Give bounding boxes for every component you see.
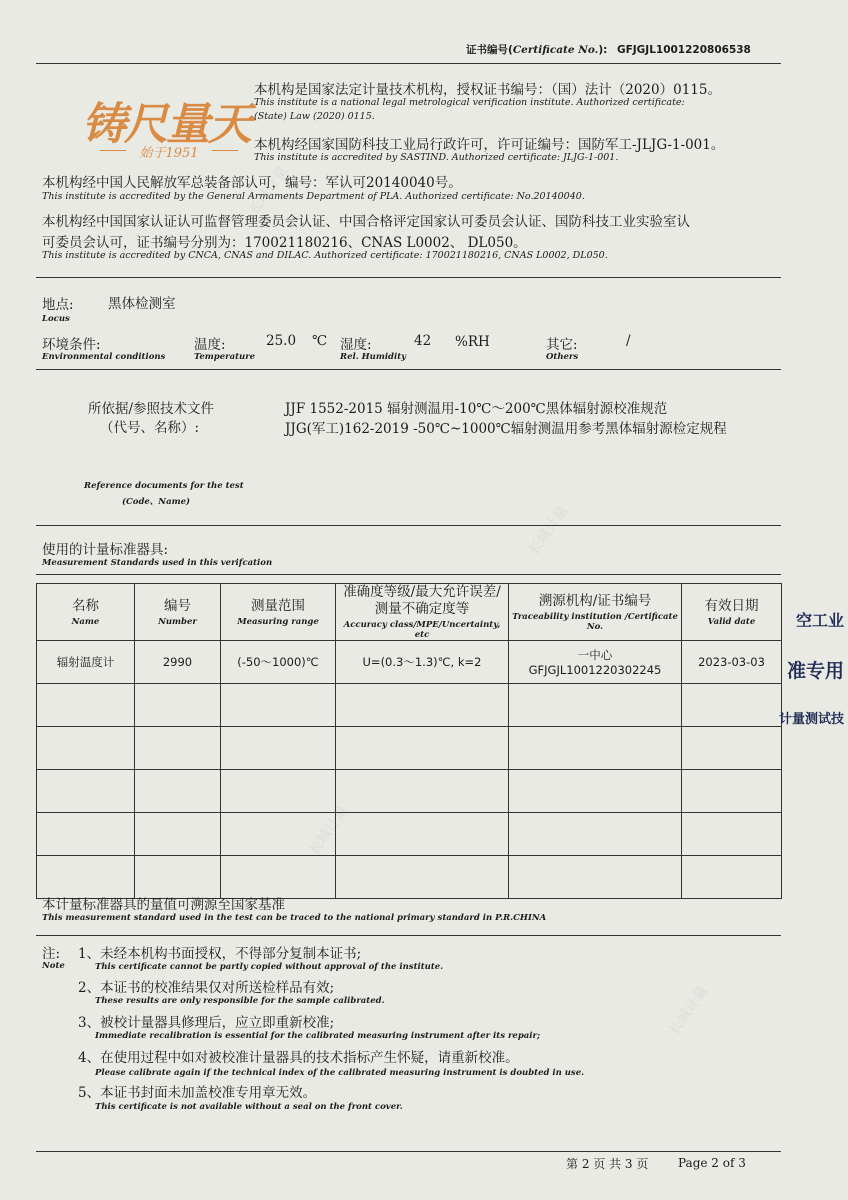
intro-line2-zh: 本机构经国家国防科技工业局行政许可，许可证编号：国防军工-JLJG-1-001。 — [254, 137, 725, 153]
table-row — [37, 770, 782, 813]
note-item-zh: 5、本证书封面未加盖校准专用章无效。 — [78, 1085, 317, 1101]
certificate-number-line — [466, 42, 751, 57]
reference-label-en-b: (Code、Name) — [122, 497, 191, 507]
env-divider — [36, 369, 781, 370]
others-label-en: Others — [546, 352, 579, 362]
watermark: 长城计量 — [246, 163, 292, 219]
header-number: 编号 Number — [135, 584, 221, 641]
note-item-en: Please calibrate again if the technical index of the calibrated measuring instrument is doubted in use. — [95, 1068, 585, 1078]
locus-label: 地点: — [42, 297, 74, 313]
note-item-en: This certificate cannot be partly copied without approval of the institute. — [95, 962, 444, 972]
standards-label-en: Measurement Standards used in this verifcation — [42, 558, 273, 568]
humidity-label: 湿度: — [340, 337, 372, 353]
standards-label: 使用的计量标准器具: — [42, 542, 169, 558]
certificate-number: GFJGJL1001220806538 — [616, 44, 751, 56]
reference-label-en-a: Reference documents for the test — [84, 481, 244, 491]
temp-unit: ℃ — [312, 333, 328, 349]
standards-divider — [36, 574, 781, 575]
intro-line1-en-a: This institute is a national legal metrological verification institute. Authorized certificate: — [254, 97, 685, 108]
humidity-unit: %RH — [455, 334, 490, 350]
header-valid-date: 有效日期 Valid date — [682, 584, 782, 641]
watermark: 长城计量 — [666, 983, 712, 1039]
cell-range: (-50～1000)℃ — [221, 641, 336, 684]
header-accuracy: 准确度等级/最大允许误差/测量不确定度等 Accuracy class/MPE/Uncertainty, etc — [336, 584, 509, 641]
header-traceability: 溯源机构/证书编号 Traceability institution /Certificate No. — [509, 584, 682, 641]
reference-doc-2: JJG(军工)162-2019 -50℃~1000℃辐射测温用参考黑体辐射源检定规程 — [285, 421, 727, 437]
certificate-label-en: Certificate No. — [512, 44, 599, 56]
logo-subtitle: 始于1951 — [139, 146, 199, 161]
temp-label: 温度: — [194, 337, 226, 353]
intro-line1-en-b: (State) Law (2020) 0115. — [254, 111, 375, 122]
table-row — [37, 813, 782, 856]
footer-divider — [36, 1151, 781, 1152]
cell-traceability: 一中心 GFJGJL1001220302245 — [509, 641, 682, 684]
watermark: 长城计量 — [526, 503, 572, 559]
logo: 铸尺量天 — [82, 99, 250, 150]
table-row — [37, 727, 782, 770]
traceability-zh: 本计量标准器具的量值可溯源至国家基准 — [42, 897, 285, 913]
env-label: 环境条件: — [42, 337, 101, 353]
intro-line3-zh: 本机构经中国人民解放军总装备部认可，编号：军认可20140040号。 — [42, 175, 462, 191]
locus-value: 黑体检测室 — [108, 296, 176, 312]
certificate-label-zh: 证书编号( — [466, 44, 513, 56]
table-row — [37, 641, 782, 684]
header-name: 名称 Name — [37, 584, 135, 641]
note-item-zh: 2、本证书的校准结果仅对所送检样品有效; — [78, 980, 335, 996]
note-item-en: Immediate recalibration is essential for the calibrated measuring instrument after its repair; — [95, 1031, 541, 1041]
watermark: 长城计量 — [306, 803, 352, 859]
traceability-divider — [36, 935, 781, 936]
note-item-en: This certificate is not available without a seal on the front cover. — [95, 1102, 403, 1112]
reference-label-a: 所依据/参照技术文件 — [88, 401, 215, 417]
certificate-label-end: ): — [598, 44, 608, 56]
intro-line4-zh-a: 本机构经中国国家认证认可监督管理委员会认证、中国合格评定国家认可委员会认证、国防科技工业实验室认 — [42, 214, 690, 230]
logo-rule-right — [212, 150, 238, 151]
note-item-en: These results are only responsible for the sample calibrated. — [95, 996, 385, 1006]
note-label-en: Note — [42, 961, 65, 971]
traceability-en: This measurement standard used in the test can be traced to the national primary standard in P.R.CHINA — [42, 913, 547, 923]
seal-stamp: 空工业 准专用 计量测试技 — [778, 611, 844, 727]
cell-valid-date: 2023-03-03 — [682, 641, 782, 684]
intro-line4-en: This institute is accredited by CNCA, CNAS and DILAC. Authorized certificate: 170021180216, CNAS L0002, DL050. — [42, 250, 608, 261]
page-number-zh: 第 2 页 共 3 页 — [566, 1157, 649, 1171]
note-item-zh: 1、未经本机构书面授权，不得部分复制本证书; — [78, 946, 362, 962]
page-number-en: Page 2 of 3 — [678, 1156, 746, 1170]
standards-table — [36, 583, 782, 899]
others-label: 其它: — [546, 337, 578, 353]
intro-line3-en: This institute is accredited by the General Armaments Department of PLA. Authorized certificate: No.20140040. — [42, 191, 585, 202]
intro-line2-en: This institute is accredited by SASTIND. Authorized certificate: JLJG-1-001. — [254, 152, 619, 163]
reference-label-b: （代号、名称）: — [100, 420, 200, 436]
note-item-zh: 3、被校计量器具修理后，应立即重新校准; — [78, 1015, 335, 1031]
reference-divider — [36, 525, 781, 526]
reference-doc-1: JJF 1552-2015 辐射测温用-10℃～200℃黑体辐射源校准规范 — [285, 401, 668, 417]
env-label-en: Environmental conditions — [42, 352, 166, 362]
table-row — [37, 684, 782, 727]
table-header-row — [37, 584, 782, 641]
humidity-label-en: Rel. Humidity — [340, 352, 407, 362]
locus-label-en: Locus — [42, 314, 70, 324]
intro-divider — [36, 277, 781, 278]
intro-line4-zh-b: 可委员会认可，证书编号分别为：170021180216、CNAS L0002、 DL050。 — [42, 235, 527, 251]
cell-name: 辐射温度计 — [37, 641, 135, 684]
note-label: 注: — [42, 946, 61, 962]
humidity-value: 42 — [414, 333, 432, 349]
header-range: 测量范围 Measuring range — [221, 584, 336, 641]
note-item-zh: 4、在使用过程中如对被校准计量器具的技术指标产生怀疑，请重新校准。 — [78, 1050, 519, 1066]
top-divider — [36, 63, 781, 64]
temp-value: 25.0 — [266, 333, 297, 349]
intro-line1-zh: 本机构是国家法定计量技术机构，授权证书编号：（国）法计（2020）0115。 — [254, 82, 721, 98]
temp-label-en: Temperature — [194, 352, 256, 362]
others-value: / — [626, 333, 631, 349]
cell-number: 2990 — [135, 641, 221, 684]
cell-accuracy: U=(0.3～1.3)℃, k=2 — [336, 641, 509, 684]
